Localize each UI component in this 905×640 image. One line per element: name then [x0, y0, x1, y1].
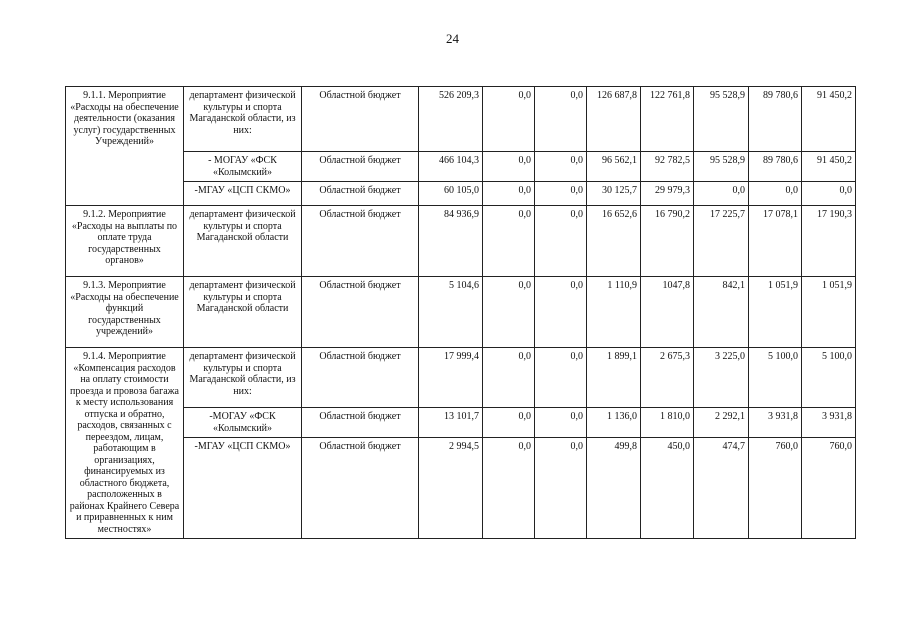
value-cell: 30 125,7: [587, 182, 641, 206]
value-cell: 0,0: [535, 206, 587, 277]
value-cell: 122 761,8: [641, 87, 694, 152]
value-cell: 1 051,9: [749, 277, 802, 348]
total-cell: 84 936,9: [419, 206, 483, 277]
value-cell: 16 790,2: [641, 206, 694, 277]
value-cell: 0,0: [535, 87, 587, 152]
value-cell: 96 562,1: [587, 152, 641, 182]
value-cell: 16 652,6: [587, 206, 641, 277]
value-cell: 1 810,0: [641, 408, 694, 438]
value-cell: 17 078,1: [749, 206, 802, 277]
value-cell: 0,0: [535, 152, 587, 182]
activity-cell: 9.1.2. Мероприятие «Расходы на выплаты по оплате труда государственных органов»: [66, 206, 184, 277]
value-cell: 0,0: [483, 408, 535, 438]
source-cell: Областной бюджет: [302, 408, 419, 438]
executor-cell: -МОГАУ «ФСК «Колымский»: [184, 408, 302, 438]
value-cell: 2 675,3: [641, 348, 694, 408]
table-row: [66, 277, 856, 348]
table-row: [66, 206, 856, 277]
value-cell: 0,0: [802, 182, 856, 206]
value-cell: 1 136,0: [587, 408, 641, 438]
value-cell: 760,0: [802, 438, 856, 539]
table-row: [66, 182, 856, 206]
value-cell: 91 450,2: [802, 87, 856, 152]
value-cell: 29 979,3: [641, 182, 694, 206]
value-cell: 1 051,9: [802, 277, 856, 348]
value-cell: 95 528,9: [694, 87, 749, 152]
value-cell: 0,0: [483, 87, 535, 152]
source-cell: Областной бюджет: [302, 87, 419, 152]
value-cell: 0,0: [535, 408, 587, 438]
value-cell: 89 780,6: [749, 152, 802, 182]
value-cell: 760,0: [749, 438, 802, 539]
table-row: [66, 152, 856, 182]
executor-cell: -МГАУ «ЦСП СКМО»: [184, 182, 302, 206]
value-cell: 126 687,8: [587, 87, 641, 152]
value-cell: 5 100,0: [802, 348, 856, 408]
value-cell: 0,0: [483, 182, 535, 206]
budget-table: [65, 86, 856, 539]
value-cell: 0,0: [749, 182, 802, 206]
executor-cell: департамент физической культуры и спорта Магаданской области: [184, 206, 302, 277]
value-cell: 0,0: [483, 152, 535, 182]
value-cell: 0,0: [483, 277, 535, 348]
value-cell: 0,0: [694, 182, 749, 206]
activity-cell: 9.1.1. Мероприятие «Расходы на обеспечение деятельности (оказания услуг) государственных Учреждений»: [66, 87, 184, 206]
page-number: 24: [446, 31, 459, 46]
executor-cell: - МОГАУ «ФСК «Колымский»: [184, 152, 302, 182]
value-cell: 5 100,0: [749, 348, 802, 408]
executor-cell: -МГАУ «ЦСП СКМО»: [184, 438, 302, 539]
value-cell: 1 899,1: [587, 348, 641, 408]
value-cell: 89 780,6: [749, 87, 802, 152]
total-cell: 60 105,0: [419, 182, 483, 206]
value-cell: 0,0: [535, 182, 587, 206]
source-cell: Областной бюджет: [302, 277, 419, 348]
value-cell: 2 292,1: [694, 408, 749, 438]
executor-cell: департамент физической культуры и спорта Магаданской области: [184, 277, 302, 348]
source-cell: Областной бюджет: [302, 438, 419, 539]
value-cell: 0,0: [535, 277, 587, 348]
table-row: [66, 438, 856, 539]
value-cell: 0,0: [535, 348, 587, 408]
executor-cell: департамент физической культуры и спорта Магаданской области, из них:: [184, 348, 302, 408]
executor-cell: департамент физической культуры и спорта Магаданской области, из них:: [184, 87, 302, 152]
activity-cell: 9.1.4. Мероприятие «Компенсация расходов на оплату стоимости проезда и провоза багажа к месту использования отпуска и обратно, расходов, связанных с переездом, лицам, работающим в организациях, финансируемых из областного бюджета, расположенных в районах Крайнего Севера и приравненных к ним местностях»: [66, 348, 184, 539]
value-cell: 17 190,3: [802, 206, 856, 277]
total-cell: 526 209,3: [419, 87, 483, 152]
total-cell: 2 994,5: [419, 438, 483, 539]
source-cell: Областной бюджет: [302, 182, 419, 206]
total-cell: 17 999,4: [419, 348, 483, 408]
value-cell: 0,0: [535, 438, 587, 539]
value-cell: 3 225,0: [694, 348, 749, 408]
table-row: [66, 348, 856, 408]
source-cell: Областной бюджет: [302, 348, 419, 408]
value-cell: 0,0: [483, 206, 535, 277]
value-cell: 1047,8: [641, 277, 694, 348]
value-cell: 842,1: [694, 277, 749, 348]
value-cell: 1 110,9: [587, 277, 641, 348]
value-cell: 92 782,5: [641, 152, 694, 182]
value-cell: 3 931,8: [749, 408, 802, 438]
value-cell: 91 450,2: [802, 152, 856, 182]
total-cell: 5 104,6: [419, 277, 483, 348]
value-cell: 499,8: [587, 438, 641, 539]
activity-cell: 9.1.3. Мероприятие «Расходы на обеспечение функций государственных учреждений»: [66, 277, 184, 348]
value-cell: 0,0: [483, 348, 535, 408]
value-cell: 17 225,7: [694, 206, 749, 277]
value-cell: 474,7: [694, 438, 749, 539]
table-row: [66, 408, 856, 438]
total-cell: 13 101,7: [419, 408, 483, 438]
value-cell: 450,0: [641, 438, 694, 539]
table-row: [66, 87, 856, 152]
source-cell: Областной бюджет: [302, 152, 419, 182]
value-cell: 0,0: [483, 438, 535, 539]
value-cell: 3 931,8: [802, 408, 856, 438]
total-cell: 466 104,3: [419, 152, 483, 182]
value-cell: 95 528,9: [694, 152, 749, 182]
source-cell: Областной бюджет: [302, 206, 419, 277]
